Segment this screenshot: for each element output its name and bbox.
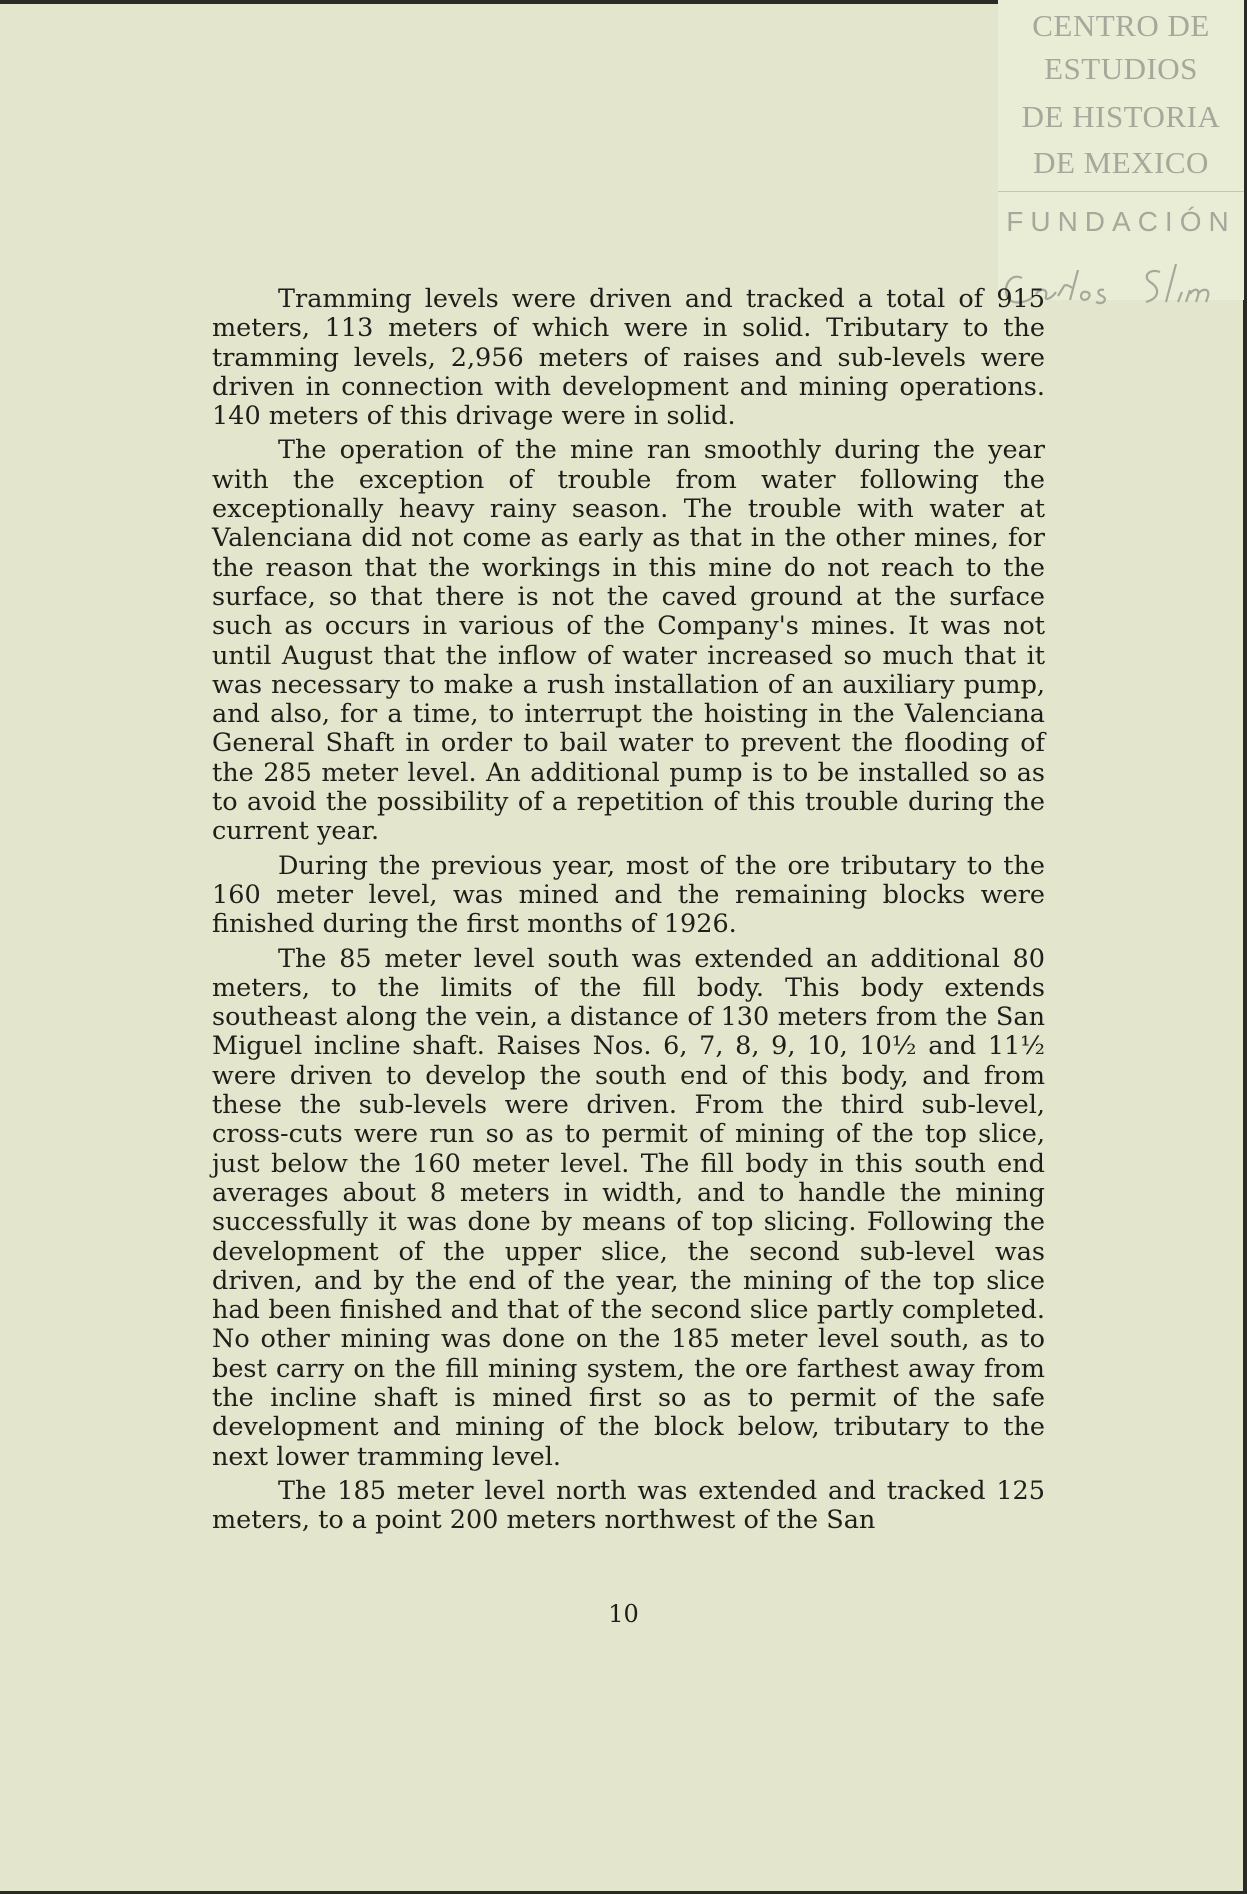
stamp-line-1: CENTRO DE [1032, 8, 1210, 43]
stamp-divider [998, 191, 1244, 192]
paragraph-5: The 185 meter level north was extended and tracked 125 meters, to a point 200 meters northwest of the San [212, 1475, 1045, 1536]
paragraph-1: Tramming levels were driven and tracked a total of 915 meters, 113 meters of which were in solid. Tributary to the tramming levels, 2,956 meters of raises and sub-levels were driven in connection with development and mining operations. 140 meters of this drivage were in solid. [212, 284, 1045, 432]
body-text [212, 285, 1045, 1535]
stamp-line-4: DE MEXICO [1033, 145, 1209, 180]
stamp-line-3: DE HISTORIA [1021, 99, 1221, 134]
paragraph-2: The operation of the mine ran smoothly during the year with the exception of trouble from water following the exceptionally heavy rainy season. The trouble with water at Valenciana did not come as early as that in the other mines, for the reason that the workings in this mine do not reach to the surface, so that there is not the caved ground at the surface such as occurs in various of the Company's mines. It was not until August that the inflow of water increased so much that it was necessary to make a rush installation of an auxiliary pump, and also, for a time, to interrupt the hoisting in the Valenciana General Shaft in order to bail water to prevent the flooding of the 285 meter level. An additional pump is to be installed so as to avoid the possibility of a repetition of this trouble during the current year. [212, 435, 1045, 847]
paragraph-3: During the previous year, most of the ore tributary to the 160 meter level, was mined and the remaining blocks were finished during the first months of 1926. [212, 850, 1045, 940]
stamp-foundation: FUNDACIÓN [1006, 206, 1236, 237]
paragraph-4: The 85 meter level south was extended an additional 80 meters, to the limits of the fill body. This body extends southeast along the vein, a distance of 130 meters from the San Miguel incline shaft. Raises Nos. 6, 7, 8, 9, 10, 10½ and 11½ were driven to develop the south end of this body, and from these the sub-levels were driven. From the third sub-level, cross-cuts were run so as to permit of mining of the top slice, just below the 160 meter level. The fill body in this south end averages about 8 meters in width, and to handle the mining successfully it was done by means of top slicing. Following the development of the upper slice, the second sub-level was driven, and by the end of the year, the mining of the top slice had been finished and that of the second slice partly completed. No other mining was done on the 185 meter level south, as to best carry on the fill mining system, the ore farthest away from the incline shaft is mined first so as to permit of the safe development and mining of the block below, tributary to the next lower tramming level. [212, 943, 1045, 1472]
page-number: 10 [608, 1600, 639, 1628]
stamp-line-2: ESTUDIOS [1044, 51, 1198, 86]
